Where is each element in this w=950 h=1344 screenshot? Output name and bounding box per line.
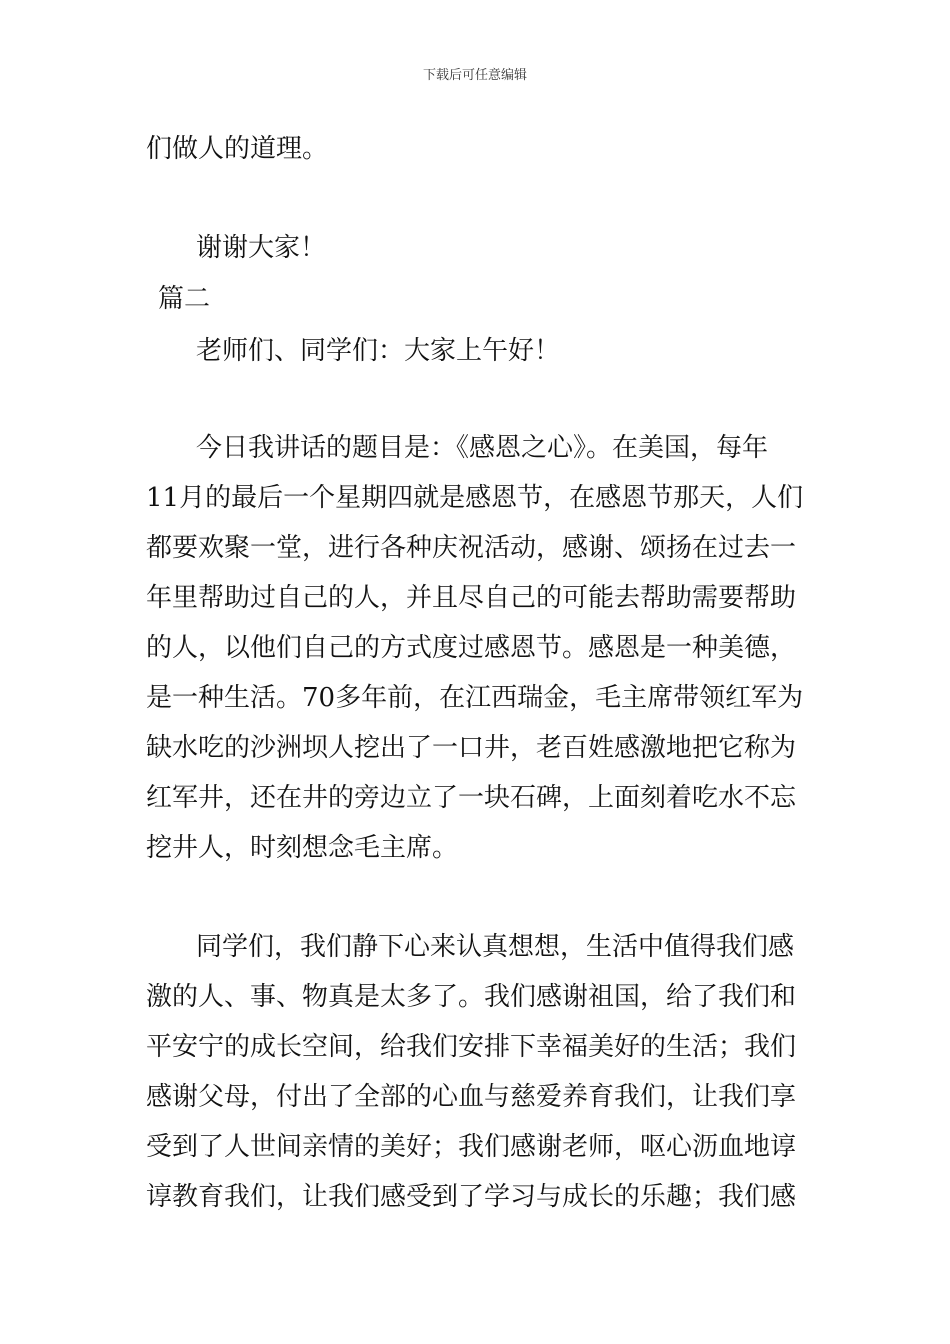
paragraph1-line: 都要欢聚一堂，进行各种庆祝活动，感谢、颂扬在过去一 bbox=[146, 533, 797, 563]
paragraph2-line: 感谢父母，付出了全部的心血与慈爱养育我们，让我们享 bbox=[146, 1082, 797, 1112]
paragraph1-line: 缺水吃的沙洲坝人挖出了一口井，老百姓感激地把它称为 bbox=[146, 733, 797, 763]
page-header: 下载后可任意编辑 bbox=[422, 68, 527, 83]
paragraph1-line: 年里帮助过自己的人，并且尽自己的可能去帮助需要帮助 bbox=[146, 583, 797, 613]
paragraph2-line: 平安宁的成长空间，给我们安排下幸福美好的生活；我们 bbox=[146, 1032, 797, 1062]
paragraph1-line: 的人，以他们自己的方式度过感恩节。感恩是一种美德， bbox=[146, 633, 797, 663]
paragraph2-line: 同学们，我们静下心来认真想想，生活中值得我们感 bbox=[196, 932, 795, 962]
paragraph1-line: 今日我讲话的题目是：《感恩之心》。在美国，每年 bbox=[196, 433, 769, 463]
paragraph1-line: 红军井，还在井的旁边立了一块石碑，上面刻着吃水不忘 bbox=[146, 783, 797, 813]
paragraph2-line: 受到了人世间亲情的美好；我们感谢老师，呕心沥血地谆 bbox=[146, 1132, 797, 1162]
paragraph2-line: 激的人、事、物真是太多了。我们感谢祖国，给了我们和 bbox=[146, 982, 797, 1012]
continuation-line: 们做人的道理。 bbox=[146, 134, 329, 164]
thanks-line: 谢谢大家！ bbox=[196, 233, 327, 263]
section-title: 篇二 bbox=[158, 284, 211, 314]
greeting-line: 老师们、同学们：大家上午好！ bbox=[196, 336, 561, 366]
paragraph1-line: 是一种生活。70多年前，在江西瑞金，毛主席带领红军为 bbox=[146, 683, 804, 713]
paragraph1-line: 挖井人，时刻想念毛主席。 bbox=[146, 833, 459, 863]
paragraph2-line: 谆教育我们，让我们感受到了学习与成长的乐趣；我们感 bbox=[146, 1182, 797, 1212]
paragraph1-line: 11月的最后一个星期四就是感恩节，在感恩节那天，人们 bbox=[146, 483, 804, 513]
